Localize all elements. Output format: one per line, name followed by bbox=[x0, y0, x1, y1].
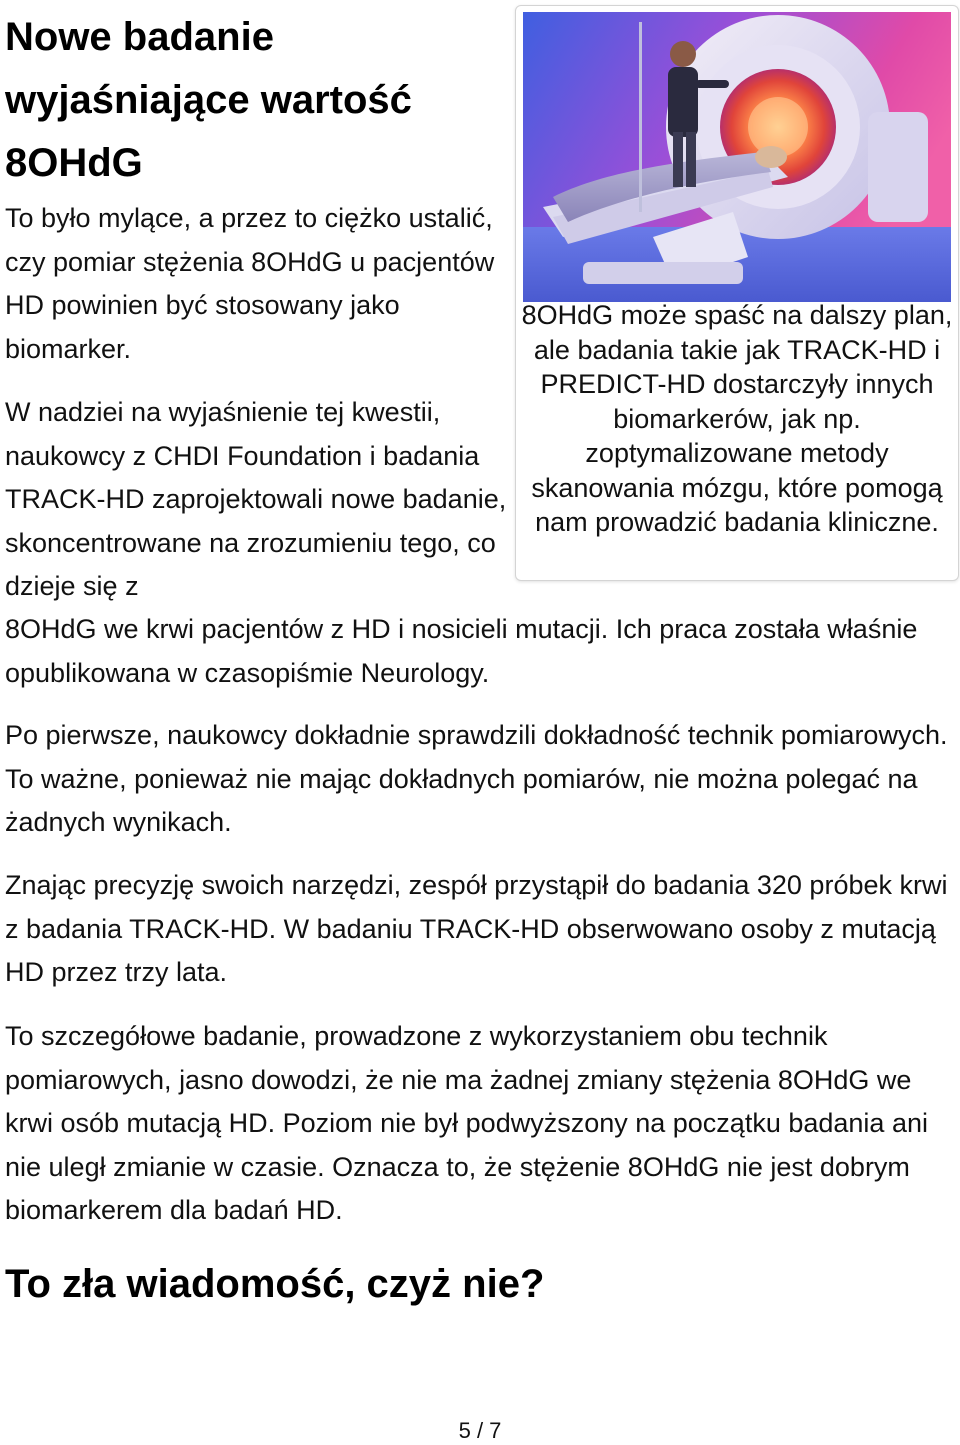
paragraph-2-part-2: 8OHdG we krwi pacjentów z HD i nosicieli mutacji. Ich praca została właśnie opublikowana w czasopiśmie Neurology. bbox=[5, 614, 918, 688]
paragraph-1: To było mylące, a przez to ciężko ustalić, czy pomiar stężenia 8OHdG u pacjentów HD powinien być stosowany jako biomarker. bbox=[5, 203, 495, 364]
figure-caption: 8OHdG może spaść na dalszy plan, ale badania takie jak TRACK-HD i PREDICT-HD dostarczyły innych biomarkerów, jak np. zoptymalizowane metody skanowania mózgu, które pomogą nam prowadzić badania kliniczne. bbox=[521, 300, 953, 537]
figure-box bbox=[515, 5, 959, 581]
article-title: Nowe badanie wyjaśniające wartość 8OHdG bbox=[5, 15, 412, 185]
section-heading: To zła wiadomość, czyż nie? bbox=[5, 1262, 545, 1306]
paragraph-3: Po pierwsze, naukowcy dokładnie sprawdzili dokładność technik pomiarowych. To ważne, ponieważ nie mając dokładnych pomiarów, nie można polegać na żadnych wynikach. bbox=[5, 720, 948, 838]
mri-scanner-photo bbox=[523, 12, 951, 302]
paragraph-5: To szczegółowe badanie, prowadzone z wykorzystaniem obu technik pomiarowych, jasno dowodzi, że nie ma żadnej zmiany stężenia 8OHdG we krwi osób mutacją HD. Poziom nie był podwyższony na początku badania ani nie uległ zmianie w czasie. Oznacza to, że stężenie 8OHdG nie jest dobrym biomarkerem dla badań HD. bbox=[5, 1021, 928, 1226]
paragraph-2-part-1: W nadziei na wyjaśnienie tej kwestii, naukowcy z CHDI Foundation i badania TRACK-HD zaprojektowali nowe badanie, skoncentrowane na zrozumieniu tego, co dzieje się z bbox=[5, 397, 507, 602]
page-number: 5 / 7 bbox=[458, 1418, 502, 1443]
paragraph-4: Znając precyzję swoich narzędzi, zespół przystąpił do badania 320 próbek krwi z badania TRACK-HD. W badaniu TRACK-HD obserwowano osoby z mutacją HD przez trzy lata. bbox=[5, 870, 948, 988]
